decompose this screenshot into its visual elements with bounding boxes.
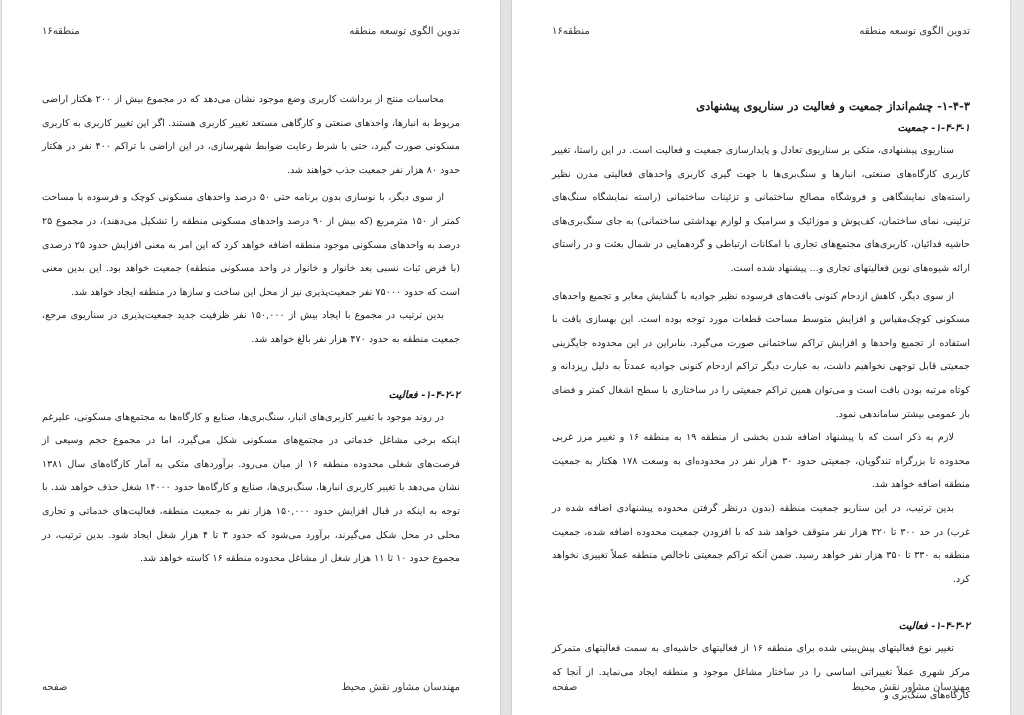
- paragraph: در روند موجود با تغییر کاربری‌های انبار، سنگ‌بری‌ها، صنایع و کارگاه‌ها به مجتمع‌های مسکونی، علیرغم اینکه برخی مشاغل خدماتی در مجتمع‌های مسکونی شکل می‌گیرد، اما در مجموع حجم وسیعی از فرصت‌های شغلی محدوده منطقه ۱۶ از میان می‌رود. برآوردهای متکی به آمار کارگاه‌های سال ۱۳۸۱ نشان می‌دهد با تغییر کاربری انبارها، سنگ‌بری‌ها، صنایع و کارگاه‌ها حدود ۱۴۰۰۰ شغل حذف خواهد شد. با توجه به اینکه در قبال افزایش حدود ۱۵۰,۰۰۰ هزار نفر به جمعیت منطقه، فعالیت‌های خدماتی و تجاری محلی در محل شکل می‌گیرند، برآورد می‌شود که حدود ۳ تا ۴ هزار شغل ایجاد شود. بدین ترتیب، در مجموع حدود ۱۰ تا ۱۱ هزار شغل از مشاغل محدوده منطقه ۱۶ کاسته خواهد شد.: [42, 411, 460, 565]
- paragraph: بدین ترتیب در مجموع با ایجاد بیش از ۱۵۰,۰۰۰ نفر ظرفیت جدید جمعیت‌پذیری در سناریوی مرجع، جمعیت منطقه به حدود ۴۷۰ هزار نفر بالغ خواهد شد.: [42, 310, 460, 345]
- page-footer: [42, 682, 460, 693]
- paragraph: بدین ترتیب، در این سناریو جمعیت منطقه (بدون درنظر گرفتن محدوده پیشنهادی اضافه شده در غرب) در حد ۳۰۰ تا ۳۲۰ هزار نفر متوقف خواهد شد که با افزودن جمعیت محدوده اضافه شده، جمعیت منطقه به ۳۳۰ تا ۳۵۰ هزار نفر خواهد رسید. ضمن آنکه تراکم جمعیتی ناخالص منطقه عملاً تغییری نخواهد کرد.: [552, 502, 970, 585]
- document-page-right: [512, 0, 1010, 715]
- paragraph: لازم به ذکر است که با پیشنهاد اضافه شدن بخشی از منطقه ۱۹ به منطقه ۱۶ و تغییر مرز غربی محدوده تا بزرگراه تندگویان، جمعیتی حدود ۳۰ هزار نفر در محدوده‌ای به وسعت ۱۷۸ هکتار به جمعیت منطقه اضافه خواهد شد.: [552, 432, 970, 491]
- paragraph: از سوی دیگر، با نوسازی بدون برنامه حتی ۵۰ درصد واحدهای مسکونی کوچک و فرسوده با مساحت کمتر از ۱۵۰ مترمربع (که بیش از ۹۰ درصد واحدهای مسکونی منطقه را تشکیل می‌دهند)، در مجموع ۲۵ درصد به واحدهای مسکونی موجود منطقه اضافه خواهد کرد که این امر به معنی افزایش حدود ۲۵ درصدی (با فرض ثبات نسبی بعد خانوار و خانوار در واحد مسکونی منطقه) جمعیت خواهد بود. این بدین معنی است که حدود ۷۵۰۰۰ نفر جمعیت‌پذیری نیز از محل این ساخت و سازها در منطقه ایجاد خواهد شد.: [42, 192, 461, 298]
- page-body: [42, 88, 460, 571]
- paragraph: محاسبات منتج از برداشت کاربری وضع موجود نشان می‌دهد که در مجموع بیش از ۲۰۰ هکتار اراضی مربوط به انبارها، واحدهای صنعتی و کارگاهی مستعد تغییر کاربری هستند. اگر این تغییر کاربری به کاربری مسکونی صورت گیرد، حتی با شرط رعایت ضوابط شهرسازی، در این اراضی با تراکم ۴۰۰ نفر در هکتار حدود ۸۰ هزار نفر جمعیت جذب خواهند شد.: [42, 94, 460, 176]
- page-header: [42, 26, 460, 37]
- subsection-heading: ۱-۴-۲-۲- فعالیت: [388, 388, 460, 401]
- section-spacer: [42, 352, 460, 384]
- header-region: منطقه۱۶: [552, 26, 590, 37]
- subsection-heading: ۱-۴-۳-۱- جمعیت: [897, 122, 970, 134]
- section-heading: ۱-۴-۳- چشم‌انداز جمعیت و فعالیت در سناریوی پیشنهادی: [696, 99, 970, 113]
- subsection-heading: ۱-۴-۳-۲- فعالیت: [898, 620, 970, 633]
- footer-consultant: مهندسان مشاور نقش محیط: [851, 682, 970, 693]
- page-header: [552, 26, 970, 37]
- header-region: منطقه۱۶: [42, 26, 80, 37]
- footer-page-label: صفحه: [552, 682, 578, 693]
- header-title: تدوین الگوی توسعه منطقه: [349, 26, 460, 37]
- footer-consultant: مهندسان مشاور نقش محیط: [341, 682, 460, 693]
- page-body: [552, 95, 970, 708]
- paragraph: از سوی دیگر، کاهش ازدحام کنونی بافت‌های فرسوده نظیر جوادیه با گشایش معابر و تجمیع واحدهای مسکونی کوچک‌مقیاس و افزایش متوسط مساحت قطعات مورد توجه بوده است. این بهسازی بافت با استفاده از تجمیع واحدها و افزایش تراکم ساختمانی صورت می‌گیرد. بنابراین در این محدوده جایگزینی جمعیتی قابل توجهی نخواهیم داشت، به عبارت دیگر تراکم ازدحام کنونی جوادیه عمدتاً به دلیل ریزدانه و کوتاه مرتبه بودن بافت است و می‌توان همین تراکم جمعیتی را در ساختاری با سطح اشغال کمتر و فضای باز عمومی بیشتر ساماندهی نمود.: [552, 290, 970, 420]
- page-footer: [552, 682, 970, 693]
- page-gutter: [500, 0, 512, 715]
- footer-page-label: صفحه: [42, 682, 68, 693]
- paragraph: سناریوی پیشنهادی، متکی بر سناریوی تعادل و پایدارسازی جمعیت و فعالیت است. در این راستا، تغییر کاربری کارگاه‌های صنعتی، انبارها و سنگ‌بری‌ها با جهت گیری کاربری واحدهای فعالیتی مدرن نظیر راسته‌های نمایشگاهی و فروشگاه مصالح ساختمانی و تزئینات ساختمانی (راسته نمایشگاه سنگ‌های تزئینی، نمای ساختمان، کف‌پوش و موزائیک و سرامیک و لوازم بهداشتی ساختمانی) به جای سنگ‌بری‌های حاشیه فدائیان، کاربری‌های مجتمع‌های تجاری با امکانات ارتباطی و گردهمایی در شمال بعثت و در راستای ارائه شیوه‌های نوین فعالیتهای تجاری و... پیشنهاد شده است.: [552, 145, 970, 274]
- document-page-left: [2, 0, 500, 715]
- section-spacer: [552, 591, 970, 615]
- header-title: تدوین الگوی توسعه منطقه: [859, 26, 970, 37]
- paragraph: تغییر نوع فعالیتهای پیش‌بینی شده برای منطقه ۱۶ از فعالیتهای حاشیه‌ای به سمت فعالیتهای متمرکز مرکز شهری عملاً تغییراتی اساسی را در ساختار مشاغل موجود و منطقه ایجاد می‌نماید. از آنجا که کارگاه‌های سنگ‌بری و: [552, 643, 970, 702]
